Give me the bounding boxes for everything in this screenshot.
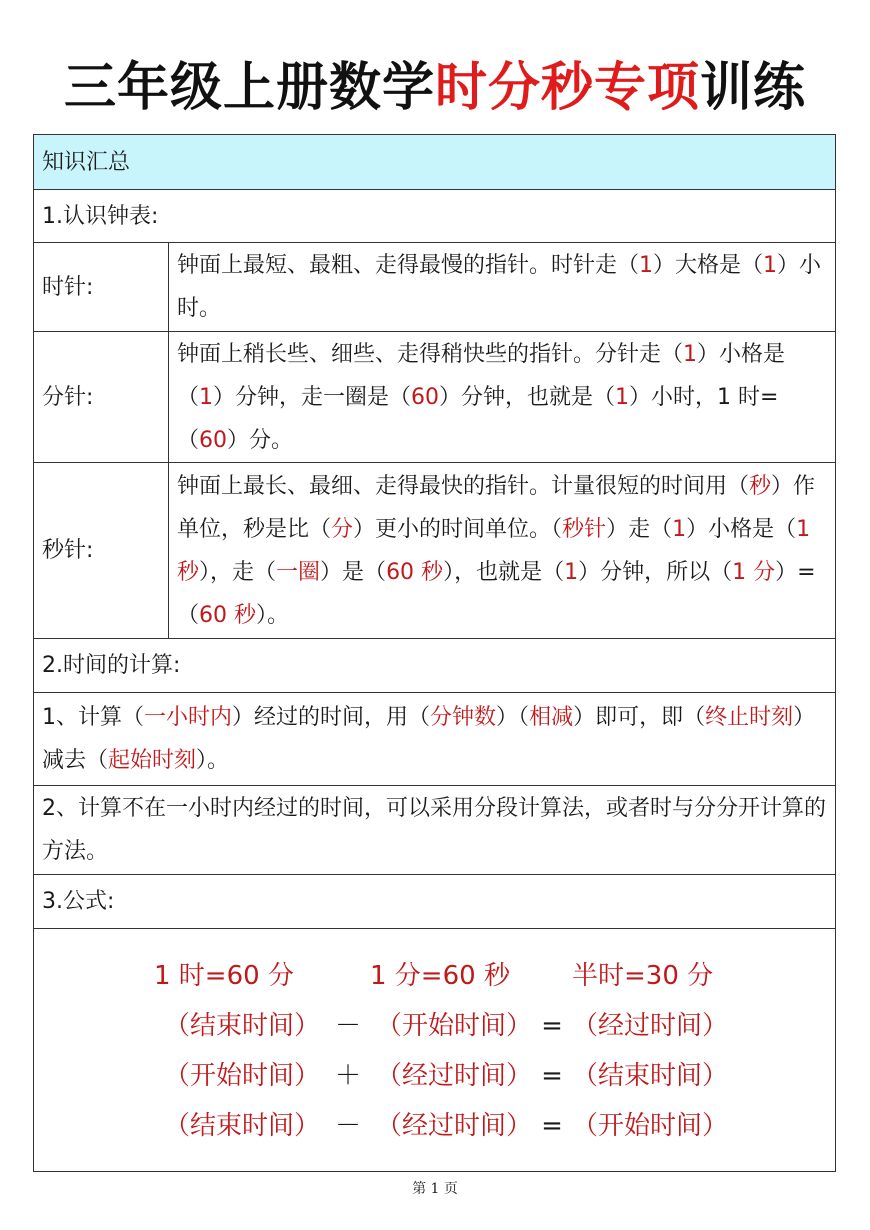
formula-line (34, 1001, 835, 1051)
formula-line (34, 1101, 835, 1151)
text: ）分。 (227, 427, 294, 453)
second-hand-text (169, 463, 836, 639)
answer: 秒针 (562, 516, 607, 542)
formula-row (34, 929, 836, 1172)
answer: 60 秒 (386, 559, 444, 585)
answer: 1 (615, 384, 630, 410)
text: ）分钟，也就是（ (439, 384, 616, 410)
unit-hour-minute: 1 时=60 分 (154, 961, 294, 991)
text: ）是（ (320, 559, 387, 585)
text: 钟面上最长、最细、走得最快的指针。计量很短的时间用（ (177, 473, 750, 499)
section-3-row (34, 875, 836, 929)
second-hand-row (34, 463, 836, 639)
text: ）（ (496, 705, 530, 730)
answer: 1 (564, 559, 579, 585)
formula-cell (34, 929, 836, 1172)
formula-term: （经过时间） (376, 1061, 533, 1091)
answer: 60 (199, 427, 228, 453)
answer: 1 (672, 516, 687, 542)
knowledge-table (33, 134, 836, 1172)
header-row (34, 135, 836, 190)
hour-hand-label: 时针: (34, 243, 169, 332)
answer: 1 分 (732, 559, 776, 585)
answer: 分钟数 (430, 705, 497, 730)
text: ），也就是（ (443, 559, 565, 585)
text: ）经过的时间，用（ (232, 705, 431, 730)
second-hand-label: 秒针: (34, 463, 169, 639)
text: ）分钟，所以（ (578, 559, 733, 585)
formula-term: （结束时间） (572, 1061, 729, 1091)
text: ）小格是（ (686, 516, 797, 542)
answer: 秒 (749, 473, 772, 499)
formula-equals: = (541, 1111, 563, 1141)
text: ）即可，即（ (573, 705, 706, 730)
answer: 一圈 (276, 559, 321, 585)
title-part2: 时分秒专项 (434, 58, 700, 118)
formula-equals: = (541, 1061, 563, 1091)
section-1-heading: 1.认识钟表: (34, 190, 836, 243)
formula-operator: － (335, 1011, 362, 1041)
unit-minute-second: 1 分=60 秒 (370, 961, 510, 991)
section-3-heading: 3.公式: (34, 875, 836, 929)
formula-operator: － (335, 1111, 362, 1141)
answer: 60 秒 (199, 602, 257, 628)
answer: 1 (639, 253, 654, 278)
text: 1、计算（ (42, 705, 144, 730)
minute-hand-label: 分针: (34, 332, 169, 463)
formula-term: （开始时间） (164, 1061, 321, 1091)
formula-operator: ＋ (335, 1061, 362, 1091)
text: ）更小的时间单位。（ (353, 516, 563, 542)
section-2-row (34, 639, 836, 693)
page-title (0, 52, 870, 124)
answer: 1 (683, 341, 698, 367)
formula-line (34, 1051, 835, 1101)
answer: 1 秒 (177, 516, 811, 585)
text: ）=（ (177, 559, 816, 628)
unit-line (34, 951, 835, 1001)
calc-rule-1 (34, 693, 836, 786)
text: 钟面上最短、最粗、走得最慢的指针。时针走（ (177, 253, 640, 278)
formula-term: （开始时间） (376, 1011, 533, 1041)
calc-rule-2-row (34, 786, 836, 875)
text: ）小时，1 时=（ (177, 384, 779, 453)
formula-term: （经过时间） (572, 1011, 729, 1041)
text: ）作单位，秒是比（ (177, 473, 816, 542)
text: 钟面上稍长些、细些、走得稍快些的指针。分针走（ (177, 341, 684, 367)
minute-hand-row (34, 332, 836, 463)
answer: 起始时刻 (108, 748, 197, 773)
minute-hand-text (169, 332, 836, 463)
answer: 一小时内 (144, 705, 233, 730)
section-2-heading: 2.时间的计算: (34, 639, 836, 693)
answer: 1 (199, 384, 214, 410)
text: ）减去（ (42, 705, 816, 773)
formula-term: （结束时间） (164, 1111, 321, 1141)
answer: 分 (331, 516, 354, 542)
calc-rule-2: 2、计算不在一小时内经过的时间，可以采用分段计算法，或者时与分分开计算的方法。 (34, 786, 836, 875)
text: ）走（ (606, 516, 673, 542)
title-part1: 三年级上册数学 (63, 58, 435, 118)
text: ），走（ (199, 559, 277, 585)
formula-term: （结束时间） (164, 1011, 321, 1041)
text: ）大格是（ (653, 253, 764, 278)
text: ）分钟，走一圈是（ (213, 384, 412, 410)
hour-hand-row (34, 243, 836, 332)
formula-term: （开始时间） (572, 1111, 729, 1141)
hour-hand-text (169, 243, 836, 332)
answer: 60 (411, 384, 440, 410)
header-cell: 知识汇总 (34, 135, 836, 190)
formula-term: （经过时间） (376, 1111, 533, 1141)
text: ）。 (256, 602, 290, 628)
text: ）小时。 (177, 253, 822, 321)
title-part3: 训练 (700, 58, 807, 118)
page-number: 第 1 页 (412, 1181, 458, 1197)
answer: 1 (763, 253, 778, 278)
section-1-row (34, 190, 836, 243)
answer: 终止时刻 (705, 705, 794, 730)
formula-equals: = (541, 1011, 563, 1041)
calc-rule-1-row (34, 693, 836, 786)
text: ）。 (196, 748, 230, 773)
answer: 相减 (529, 705, 574, 730)
text: ）小格是（ (177, 341, 786, 410)
unit-half-hour: 半时=30 分 (572, 961, 714, 991)
